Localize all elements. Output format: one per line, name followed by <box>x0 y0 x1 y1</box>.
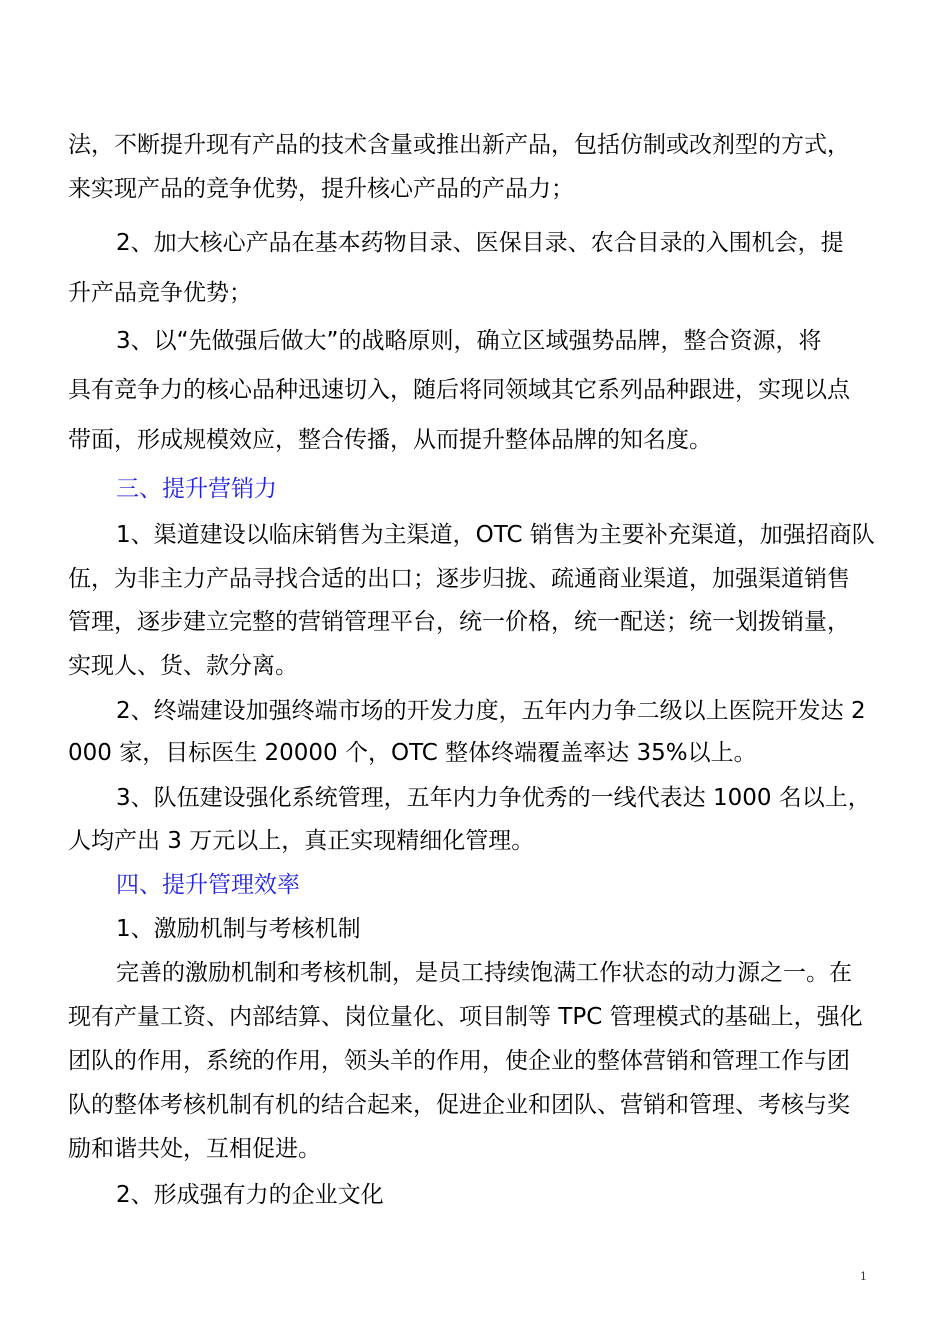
paragraph-line: 1、渠道建设以临床销售为主渠道，OTC 销售为主要补充渠道，加强招商队 <box>116 522 875 548</box>
paragraph-line: 管理，逐步建立完整的营销管理平台，统一价格，统一配送；统一划拨销量， <box>68 609 850 635</box>
subsection-heading: 1、激励机制与考核机制 <box>116 916 361 942</box>
paragraph-line: 励和谐共处，互相促进。 <box>68 1136 321 1162</box>
paragraph-line: 实现人、货、款分离。 <box>68 653 298 679</box>
section-heading: 四、提升管理效率 <box>116 872 300 898</box>
paragraph-line: 队的整体考核机制有机的结合起来，促进企业和团队、营销和管理、考核与奖 <box>68 1092 850 1118</box>
paragraph-line: 人均产出 3 万元以上，真正实现精细化管理。 <box>68 828 535 854</box>
paragraph-line: 具有竞争力的核心品种迅速切入，随后将同领域其它系列品种跟进，实现以点 <box>68 377 850 403</box>
paragraph-line: 2、加大核心产品在基本药物目录、医保目录、农合目录的入围机会，提 <box>116 230 844 256</box>
paragraph-line: 带面，形成规模效应，整合传播，从而提升整体品牌的知名度。 <box>68 427 712 453</box>
paragraph-line: 000 家，目标医生 20000 个，OTC 整体终端覆盖率达 35%以上。 <box>68 740 757 766</box>
paragraph-line: 伍，为非主力产品寻找合适的出口；逐步归拢、疏通商业渠道，加强渠道销售 <box>68 566 850 592</box>
page-number: 1 <box>860 1270 867 1283</box>
paragraph-line: 3、队伍建设强化系统管理，五年内力争优秀的一线代表达 1000 名以上， <box>116 785 871 811</box>
paragraph-line: 来实现产品的竞争优势，提升核心产品的产品力； <box>68 176 574 202</box>
section-heading: 三、提升营销力 <box>116 476 277 502</box>
paragraph-line: 团队的作用，系统的作用，领头羊的作用，使企业的整体营销和管理工作与团 <box>68 1048 850 1074</box>
paragraph-line: 2、终端建设加强终端市场的开发力度，五年内力争二级以上医院开发达 2 <box>116 698 866 724</box>
paragraph-line: 完善的激励机制和考核机制，是员工持续饱满工作状态的动力源之一。在 <box>116 960 852 986</box>
subsection-heading: 2、形成强有力的企业文化 <box>116 1182 384 1208</box>
paragraph-line: 法，不断提升现有产品的技术含量或推出新产品，包括仿制或改剂型的方式， <box>68 132 850 158</box>
paragraph-line: 升产品竞争优势； <box>68 280 252 306</box>
paragraph-line: 3、以“先做强后做大”的战略原则，确立区域强势品牌，整合资源，将 <box>116 328 822 354</box>
paragraph-line: 现有产量工资、内部结算、岗位量化、项目制等 TPC 管理模式的基础上，强化 <box>68 1004 863 1030</box>
